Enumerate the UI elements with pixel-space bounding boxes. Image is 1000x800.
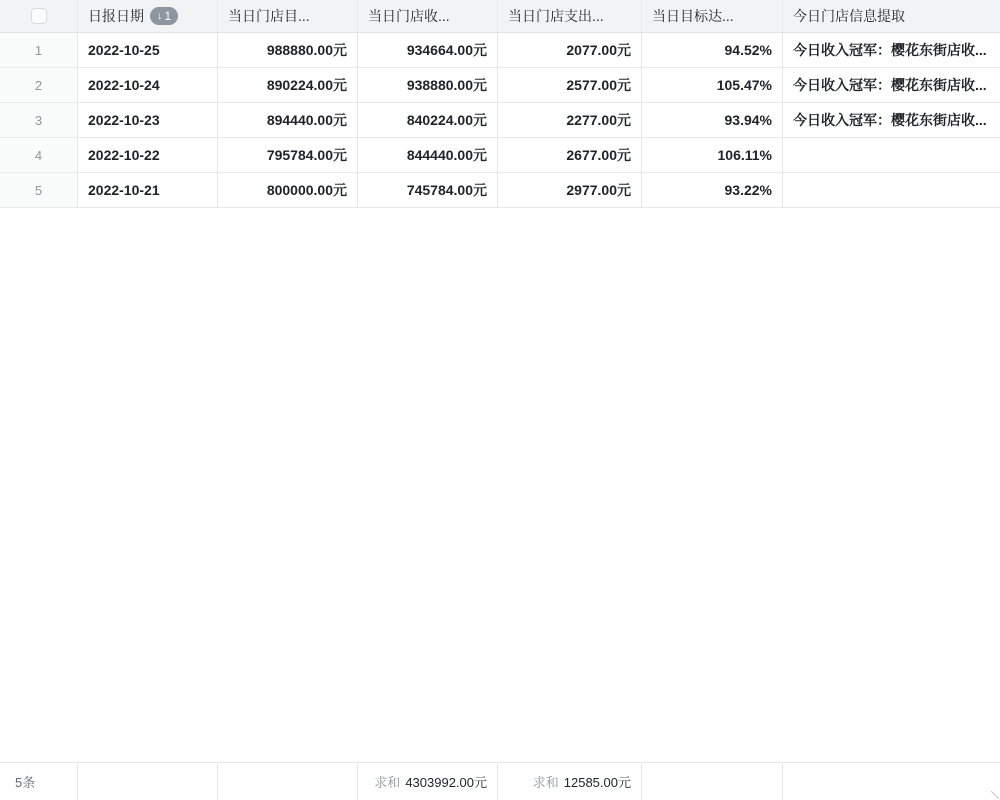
select-all-cell[interactable]	[0, 0, 78, 32]
row-number-cell[interactable]: 4	[0, 138, 78, 172]
column-label-info: 今日门店信息提取	[793, 8, 905, 24]
column-header-date[interactable]	[78, 0, 218, 32]
column-label-date: 日报日期	[88, 8, 144, 24]
cell-expense[interactable]: 2977.00元	[498, 173, 642, 207]
row-number-cell[interactable]: 3	[0, 103, 78, 137]
cell-target[interactable]: 894440.00元	[218, 103, 358, 137]
sort-badge[interactable]	[150, 7, 178, 25]
cell-target[interactable]: 988880.00元	[218, 33, 358, 67]
cell-achievement[interactable]: 106.11%	[642, 138, 783, 172]
cell-income[interactable]: 840224.00元	[358, 103, 498, 137]
cell-info[interactable]	[783, 138, 1000, 172]
column-label-income: 当日门店收...	[368, 8, 450, 24]
cell-expense[interactable]: 2277.00元	[498, 103, 642, 137]
table-row	[0, 173, 1000, 208]
cell-achievement[interactable]: 105.47%	[642, 68, 783, 102]
footer-sum-expense[interactable]	[498, 763, 642, 800]
table-row	[0, 138, 1000, 173]
column-label-target: 当日门店目...	[228, 8, 310, 24]
sum-value: 12585.00元	[563, 775, 631, 790]
cell-date[interactable]: 2022-10-24	[78, 68, 218, 102]
cell-target[interactable]: 800000.00元	[218, 173, 358, 207]
cell-achievement[interactable]: 93.22%	[642, 173, 783, 207]
footer-cell-date[interactable]	[78, 763, 218, 800]
select-all-checkbox[interactable]	[31, 8, 47, 24]
cell-income[interactable]: 745784.00元	[358, 173, 498, 207]
cell-income[interactable]: 844440.00元	[358, 138, 498, 172]
cell-date[interactable]: 2022-10-21	[78, 173, 218, 207]
summary-footer	[0, 762, 1000, 800]
resize-handle-icon[interactable]	[991, 791, 999, 799]
footer-cell-info[interactable]	[783, 763, 1000, 800]
footer-cell-target[interactable]	[218, 763, 358, 800]
cell-expense[interactable]: 2677.00元	[498, 138, 642, 172]
table-row	[0, 68, 1000, 103]
cell-achievement[interactable]: 93.94%	[642, 103, 783, 137]
cell-info[interactable]: 今日收入冠军：樱花东街店收...	[793, 77, 987, 93]
cell-info[interactable]: 今日收入冠军：樱花东街店收...	[793, 42, 987, 58]
arrow-down-icon: ↓	[157, 10, 163, 22]
footer-sum-income[interactable]	[358, 763, 498, 800]
column-label-expense: 当日门店支出...	[508, 8, 604, 24]
column-header-income[interactable]	[358, 0, 498, 32]
cell-date[interactable]: 2022-10-23	[78, 103, 218, 137]
cell-target[interactable]: 795784.00元	[218, 138, 358, 172]
table-row	[0, 33, 1000, 68]
table-row	[0, 103, 1000, 138]
sort-order: 1	[164, 9, 172, 23]
column-header-expense[interactable]	[498, 0, 642, 32]
column-label-achievement: 当日目标达...	[652, 8, 734, 24]
cell-info[interactable]	[783, 173, 1000, 207]
column-header-info[interactable]	[783, 0, 1000, 32]
row-number-cell[interactable]: 5	[0, 173, 78, 207]
record-count: 5条	[0, 763, 78, 800]
cell-expense[interactable]: 2077.00元	[498, 33, 642, 67]
row-number-cell[interactable]: 2	[0, 68, 78, 102]
footer-cell-achievement[interactable]	[642, 763, 783, 800]
table-header	[0, 0, 1000, 33]
cell-date[interactable]: 2022-10-25	[78, 33, 218, 67]
cell-expense[interactable]: 2577.00元	[498, 68, 642, 102]
cell-achievement[interactable]: 94.52%	[642, 33, 783, 67]
sum-label: 求和	[374, 775, 401, 790]
cell-info[interactable]: 今日收入冠军：樱花东街店收...	[793, 112, 987, 128]
row-number-cell[interactable]: 1	[0, 33, 78, 67]
empty-grid-area	[0, 208, 1000, 800]
cell-income[interactable]: 938880.00元	[358, 68, 498, 102]
column-header-target[interactable]	[218, 0, 358, 32]
column-header-achievement[interactable]	[642, 0, 783, 32]
cell-date[interactable]: 2022-10-22	[78, 138, 218, 172]
sum-label: 求和	[532, 775, 559, 790]
cell-income[interactable]: 934664.00元	[358, 33, 498, 67]
sum-value: 4303992.00元	[405, 775, 487, 790]
cell-target[interactable]: 890224.00元	[218, 68, 358, 102]
